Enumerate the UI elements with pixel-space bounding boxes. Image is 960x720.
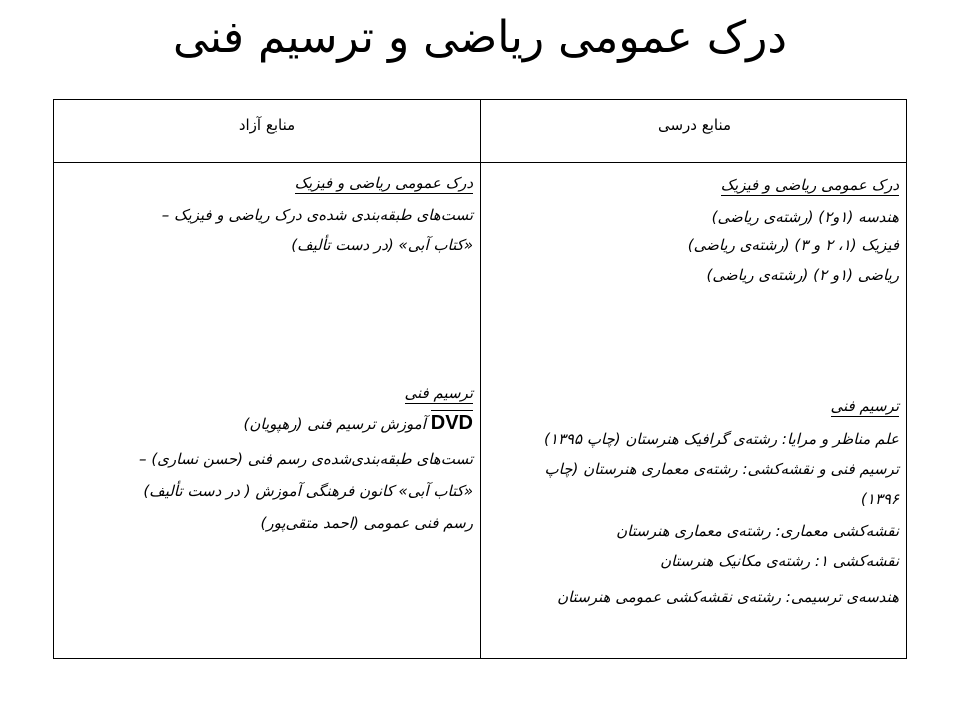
list-item: ترسیم فنی و نقشه‌کشی: رشته‌ی معماری هنرستان (چاپ (544, 460, 899, 478)
list-item: ۱۳۹۶) (860, 490, 899, 508)
list-item: علم مناظر و مرایا: رشته‌ی گرافیک هنرستان (چاپ ۱۳۹۵) (543, 430, 899, 448)
math-heading: درک عمومی ریاضی و فیزیک (294, 174, 473, 192)
drawing-heading: ترسیم فنی (404, 384, 473, 402)
dvd-label: DVD (430, 412, 473, 434)
resources-table (53, 99, 907, 659)
list-item: نقشه‌کشی ۱: رشته‌ی مکانیک هنرستان (660, 552, 899, 570)
list-item: فیزیک (۱، ۲ و ۳) (رشته‌ی ریاضی) (687, 236, 899, 254)
header-free-resources: منابع آزاد (238, 116, 296, 134)
list-item: «کتاب آبی» (در دست تألیف) (291, 236, 473, 254)
list-item: هندسه (۱و۲) (رشته‌ی ریاضی) (711, 208, 899, 226)
drawing-heading: ترسیم فنی (830, 397, 899, 415)
list-item: هندسه‌ی ترسیمی: رشته‌ی نقشه‌کشی عمومی هنرستان (557, 588, 899, 606)
list-item: تست‌های طبقه‌بندی‌شده‌ی رسم فنی (حسن نساری) – (139, 450, 473, 468)
dvd-description: آموزش ترسیم فنی (رهپویان) (243, 415, 426, 433)
math-heading: درک عمومی ریاضی و فیزیک (720, 176, 899, 194)
free-resources-column (60, 162, 473, 658)
column-divider (480, 100, 481, 658)
list-item: «کتاب آبی» کانون فرهنگی آموزش ( در دست تألیف) (143, 482, 473, 500)
header-school-resources: منابع درسی (657, 116, 732, 134)
list-item: رسم فنی عمومی (احمد متقی‌پور) (260, 514, 473, 532)
list-item: نقشه‌کشی معماری: رشته‌ی معماری هنرستان (616, 522, 899, 540)
list-item (244, 412, 473, 435)
list-item: تست‌های طبقه‌بندی شده‌ی درک ریاضی و فیزیک – (161, 206, 473, 224)
page-title: درک عمومی ریاضی و ترسیم فنی (173, 12, 787, 63)
list-item: ریاضی (۱و ۲) (رشته‌ی ریاضی) (706, 266, 899, 284)
school-resources-column (487, 162, 899, 658)
